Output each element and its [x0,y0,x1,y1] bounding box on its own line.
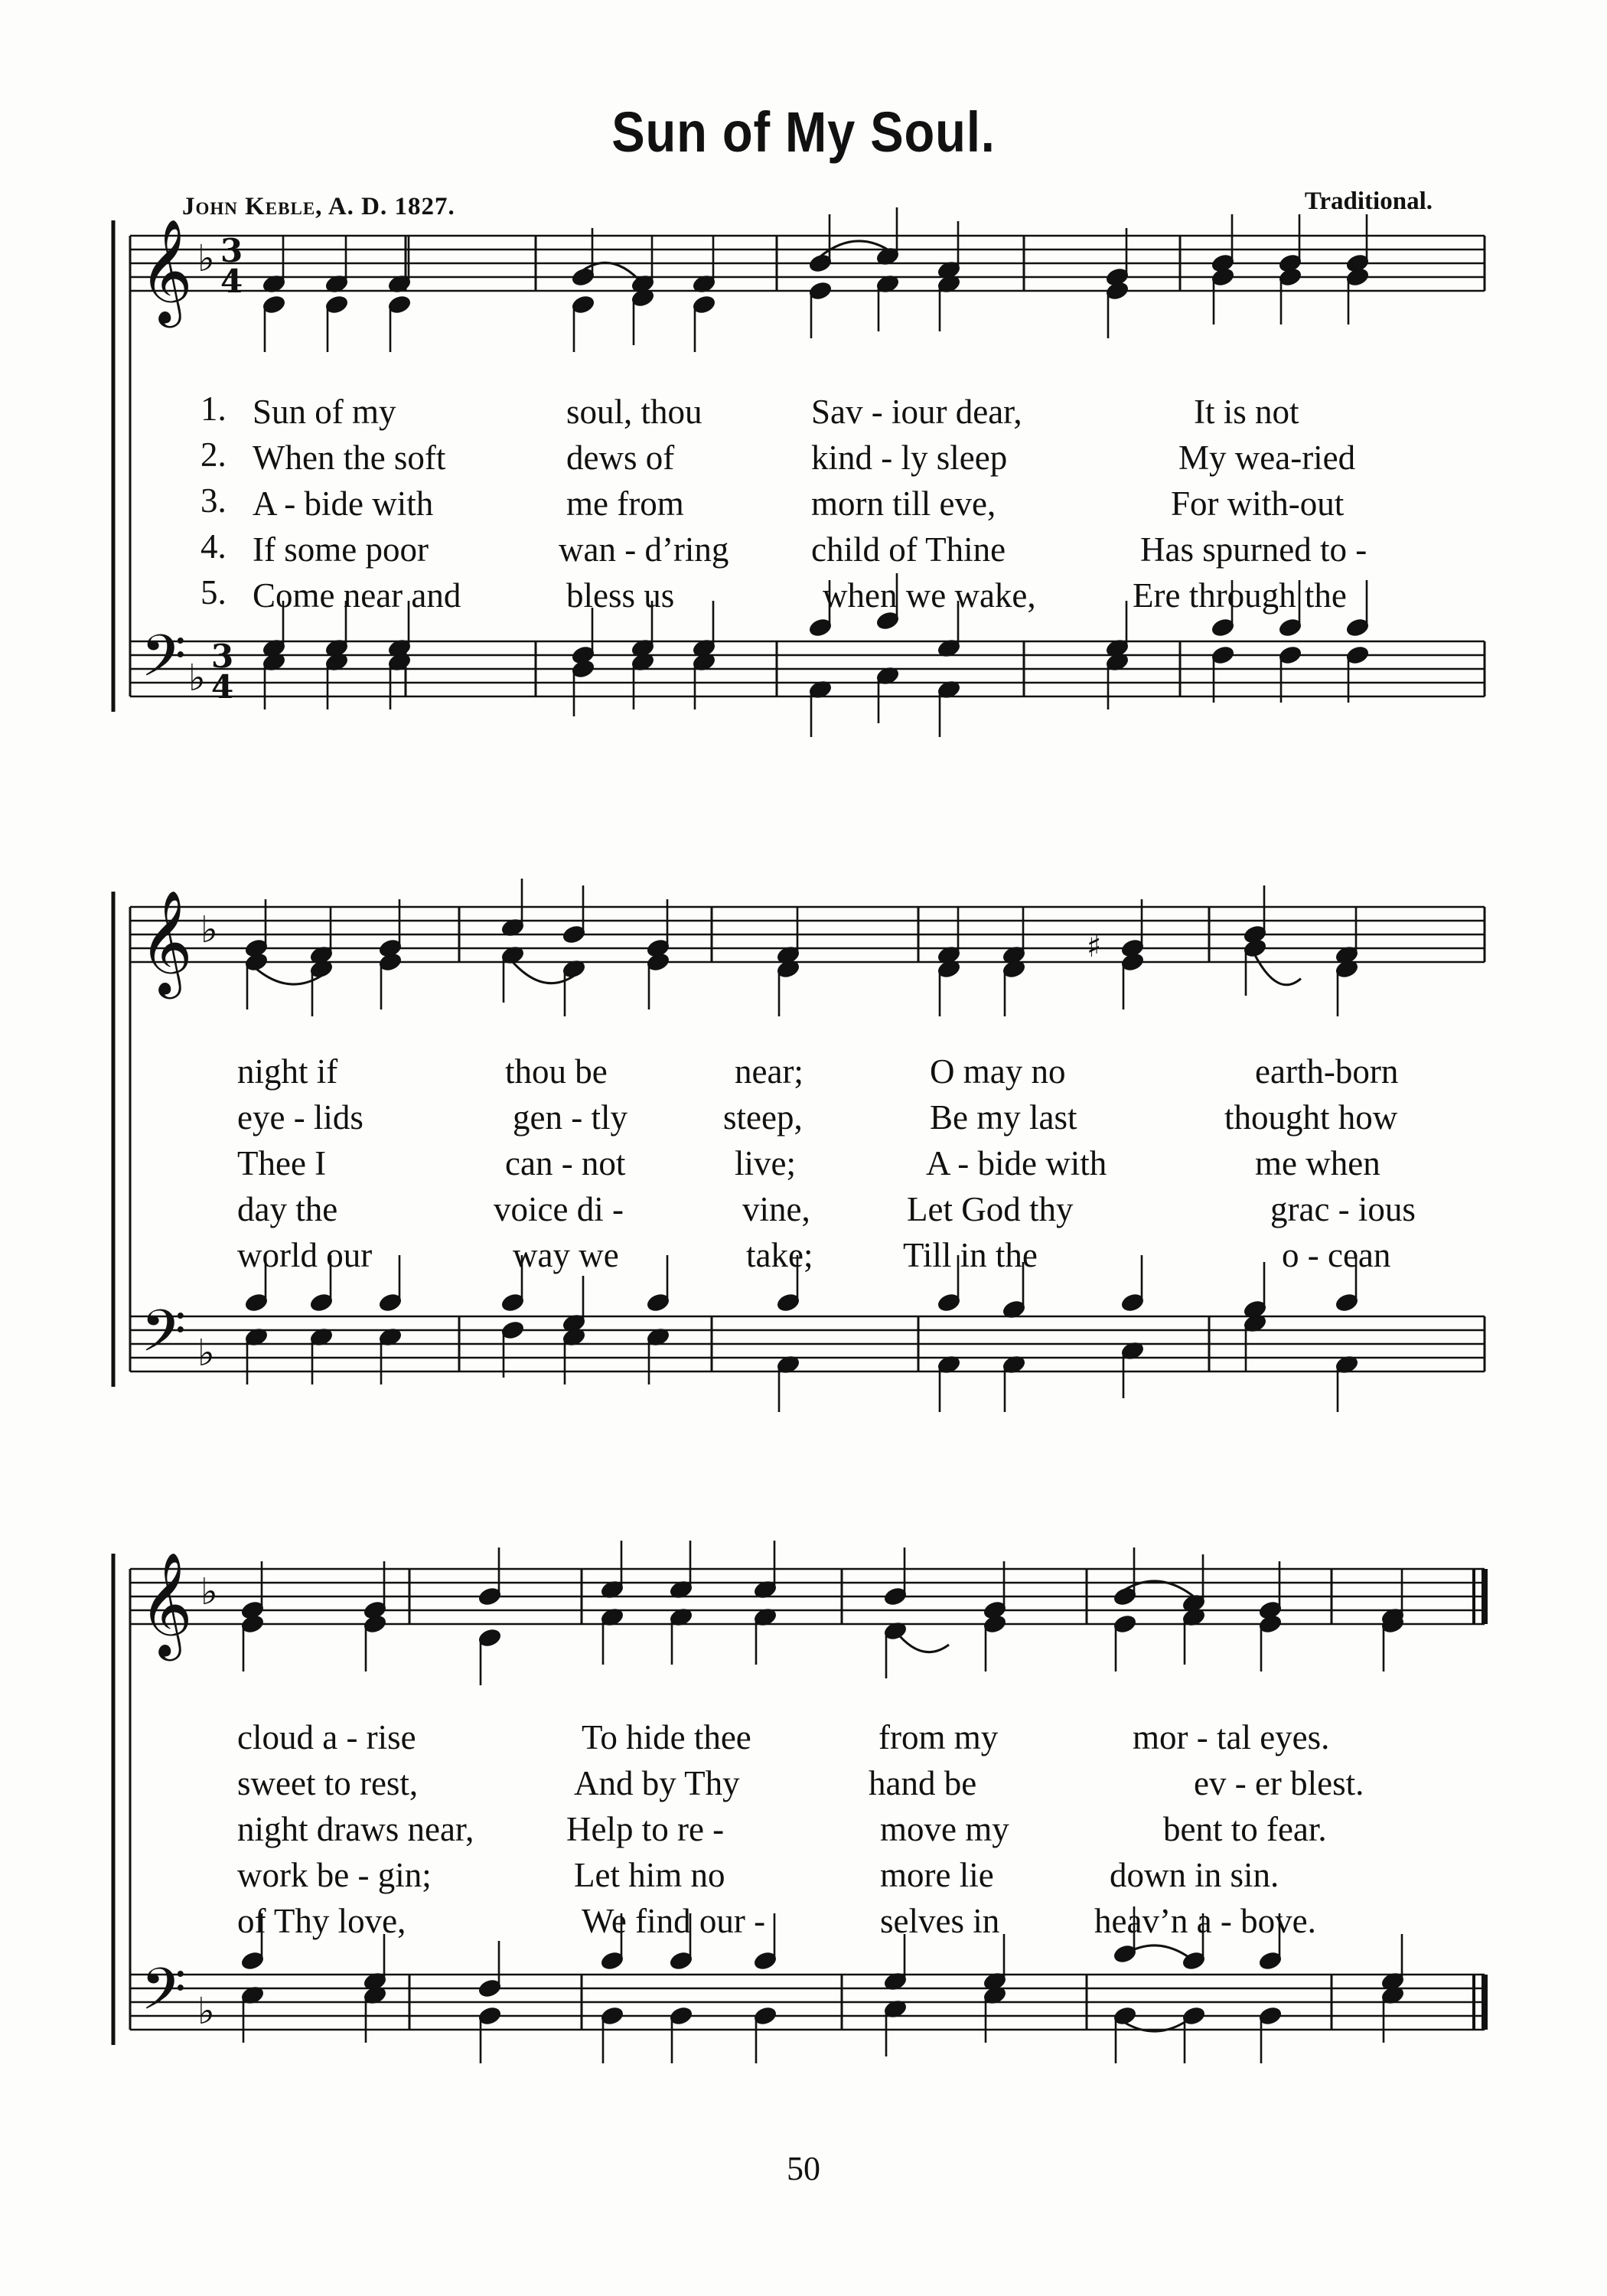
lyric: selves in [880,1902,1000,1940]
lyric: A - bide with [926,1144,1107,1182]
lyric: morn till eve, [811,484,996,523]
lyric: heav’n a - bove. [1094,1902,1316,1940]
lyric: o - cean [1282,1236,1391,1274]
lyric: cloud a - rise [237,1718,416,1756]
lyric: night draws near, [237,1810,474,1848]
lyric: gen - tly [513,1098,627,1137]
flat-icon: ♭ [197,237,215,280]
lyric: Be my last [930,1098,1077,1137]
lyric: me from [566,484,684,523]
lyric: way we [513,1236,619,1274]
lyric: move my [880,1810,1009,1848]
bass-clef-icon: 𝄢 [141,622,187,704]
lyric: day the [237,1190,338,1228]
hymn-title: Sun of My Soul. [611,100,996,164]
time-signature: 4 [220,263,243,300]
lyric: When the soft [253,439,446,477]
bass-clef-icon: 𝄢 [141,1297,187,1379]
lyric: can - not [505,1144,626,1182]
lyric: Ere through the [1133,576,1347,615]
lyric: eye - lids [237,1098,363,1137]
author-credit: John Keble, A. D. 1827. [182,193,455,220]
lyric: from my [878,1718,999,1756]
lyric: Come near and [253,576,461,615]
lyric: when we wake, [823,576,1036,615]
treble-clef-icon: 𝄞 [139,889,193,994]
lyric: Till in the [903,1236,1038,1274]
lyric: more lie [880,1856,994,1894]
time-signature: 3 [220,232,243,269]
lyric: And by Thy [574,1764,740,1802]
lyric: Has spurned to - [1140,530,1367,569]
flat-icon: ♭ [200,1570,218,1613]
verse-number: 5. [200,573,227,612]
lyric: For with-out [1171,484,1345,523]
lyric: take; [746,1236,813,1274]
lyric: If some poor [253,530,429,569]
bass-clef-icon: 𝄢 [141,1955,187,2037]
lyric: world our [237,1236,373,1274]
lyric: work be - gin; [237,1856,432,1894]
lyric: voice di - [494,1190,624,1228]
lyric: live; [735,1144,796,1182]
lyric: A - bide with [253,484,434,523]
lyric: bless us [566,576,675,615]
treble-clef-icon: 𝄞 [139,1551,193,1656]
lyric: dews of [566,439,675,477]
lyric: To hide thee [582,1718,751,1756]
lyric: Sav - iour dear, [811,393,1022,431]
lyric: child of Thine [811,530,1006,569]
lyric: me when [1255,1144,1380,1182]
verse-number: 4. [200,527,227,566]
lyric: thought how [1224,1098,1398,1137]
sharp-icon: ♯ [1087,928,1102,964]
lyric: near; [735,1052,804,1091]
lyric: grac - ious [1270,1190,1416,1228]
time-signature: 3 [211,638,234,675]
lyric: steep, [723,1098,803,1137]
composer-credit: Traditional. [1304,188,1433,215]
lyric: earth-born [1255,1052,1399,1091]
lyric: kind - ly sleep [811,439,1008,477]
lyric: night if [237,1052,338,1091]
lyric: hand be [869,1764,977,1802]
lyric: vine, [742,1190,810,1228]
verse-number: 3. [200,481,227,520]
lyric: We find our - [582,1902,766,1940]
lyric: It is not [1194,393,1299,431]
lyric: Help to re - [566,1810,725,1848]
lyric: ev - er blest. [1194,1764,1364,1802]
lyric: My wea-ried [1178,439,1356,477]
flat-icon: ♭ [197,1332,215,1375]
time-signature: 4 [211,668,234,706]
lyric: thou be [505,1052,608,1091]
slur [1255,955,1301,985]
flat-icon: ♭ [197,1990,215,2033]
lyric: sweet to rest, [237,1764,419,1802]
lyric: down in sin. [1110,1856,1279,1894]
lyric: Let him no [574,1856,725,1894]
verse-number: 2. [200,435,227,474]
verse-number: 1. [200,390,227,428]
treble-clef-icon: 𝄞 [139,217,193,323]
lyric: O may no [930,1052,1066,1091]
lyric: Sun of my [253,393,396,431]
lyric: mor - tal eyes. [1133,1718,1330,1756]
lyric: soul, thou [566,393,702,431]
lyric: bent to fear. [1163,1810,1327,1848]
lyric: Let God thy [907,1190,1074,1228]
flat-icon: ♭ [188,657,206,700]
page-number: 50 [787,2150,820,2187]
flat-icon: ♭ [200,908,218,951]
lyric: of Thy love, [237,1902,406,1940]
lyric: wan - d’ring [559,530,729,569]
lyric: Thee I [237,1144,327,1182]
